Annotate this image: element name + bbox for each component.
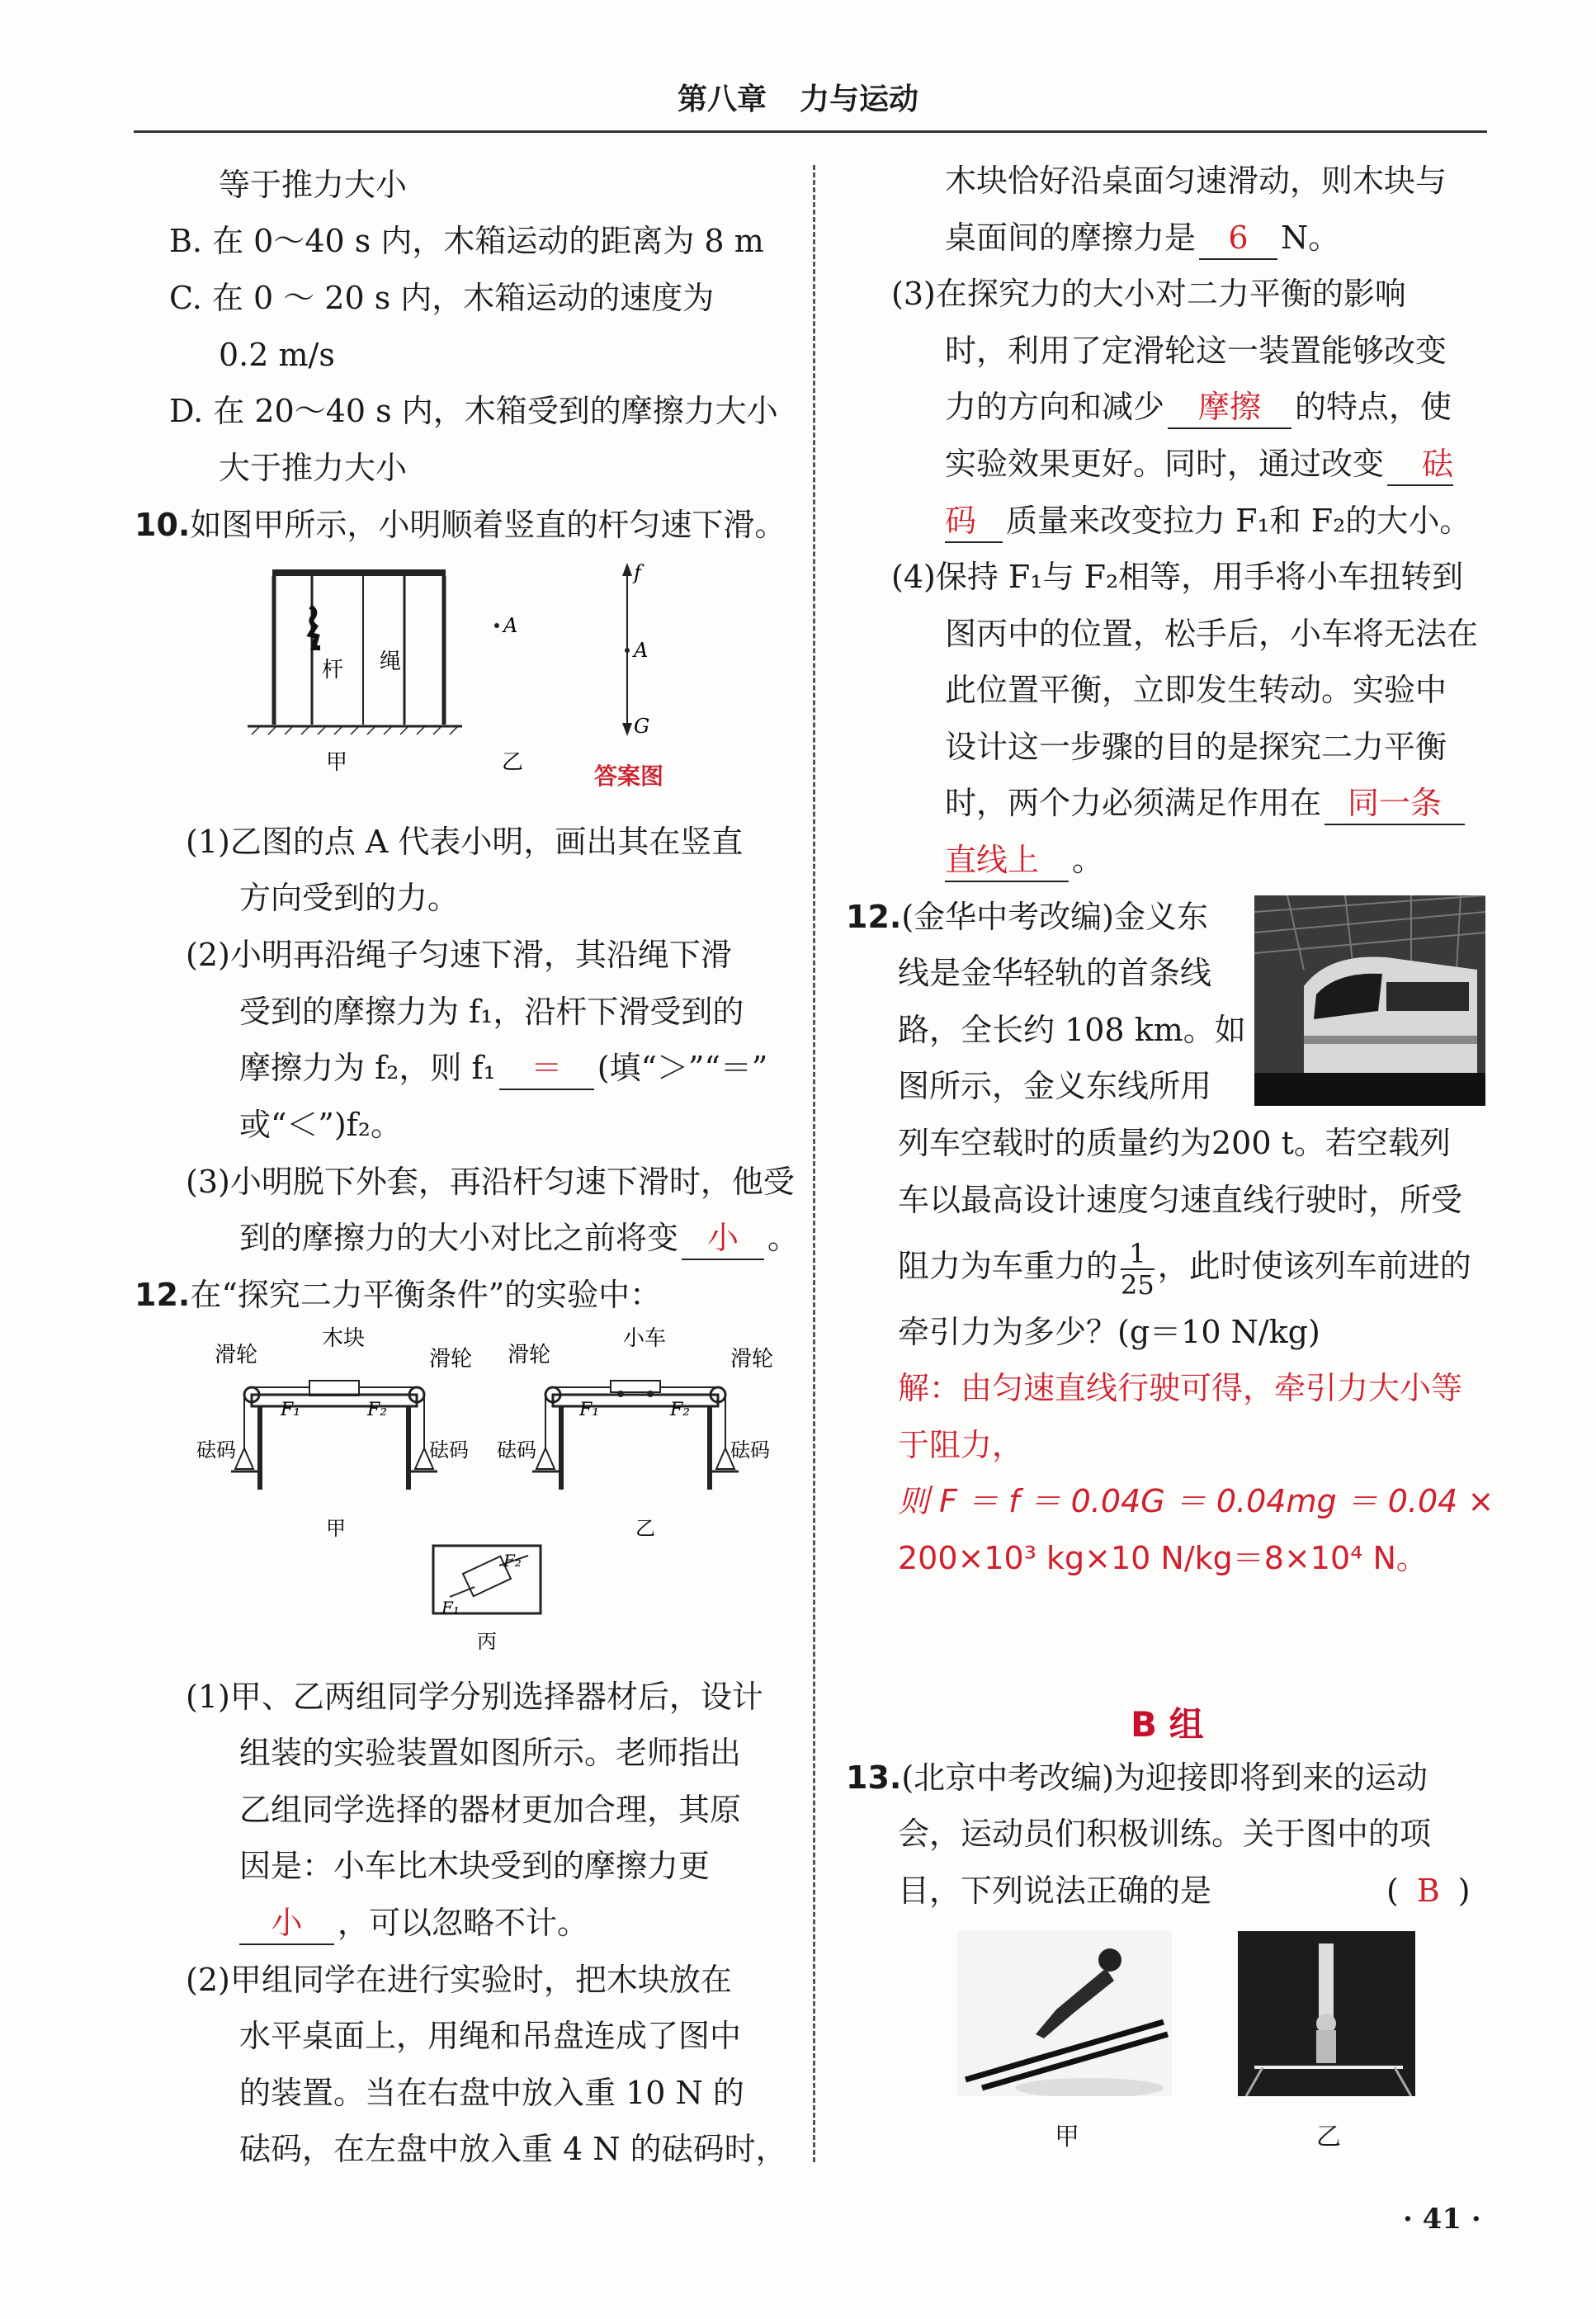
- answer-text: 摩擦: [1198, 389, 1262, 425]
- r-part4-line6: [945, 832, 1103, 889]
- answer-blank: [499, 1047, 594, 1090]
- question-13: [846, 1750, 1428, 1807]
- apparatus-jia: [231, 1381, 437, 1490]
- option-a-cont: 等于推力大小: [219, 167, 408, 203]
- text-segment: 时，两个力必须满足作用在: [945, 785, 1322, 821]
- fraction-numerator: 1: [1121, 1239, 1155, 1270]
- train-photo: [1254, 895, 1485, 1106]
- text-segment: 阻力为车重力的: [898, 1248, 1118, 1284]
- label-f1-jia: F₁: [281, 1400, 301, 1420]
- label-weight-l2: 砝码: [497, 1438, 536, 1462]
- r-part4-line5: [945, 775, 1468, 832]
- answer-blank: [682, 1217, 764, 1260]
- label-pulley-r1: 滑轮: [429, 1347, 473, 1372]
- text-segment: ，此时使该列车前进的: [1157, 1248, 1471, 1284]
- fraction: [1121, 1239, 1155, 1300]
- answer-text: 码: [945, 503, 977, 539]
- label-bing: 丙: [477, 1630, 497, 1653]
- point-a-label: A: [503, 614, 518, 637]
- q10-part1-cont: 方向受到的力。: [239, 880, 460, 916]
- question-text: (金华中考改编)金义东: [901, 899, 1208, 935]
- ski-jump-photo: [957, 1931, 1172, 2096]
- question-text: 如图甲所示，小明顺着竖直的杆匀速下滑。: [190, 507, 786, 543]
- q12-part1-line4: 因是：小车比木块受到的摩擦力更: [239, 1848, 711, 1884]
- label-weight-r1: 砝码: [429, 1438, 469, 1462]
- q10-part3-cont: [239, 1210, 799, 1267]
- paren-left: (: [1386, 1873, 1399, 1909]
- answer-text: 小: [271, 1905, 303, 1941]
- r-part3-line4: [945, 436, 1457, 493]
- q13-line3: 目，下列说法正确的是: [898, 1873, 1212, 1909]
- answer-blank: [239, 1902, 334, 1945]
- text-segment: 到的摩擦力的大小对比之前将变: [239, 1220, 679, 1256]
- label-yi: 乙: [635, 1517, 655, 1540]
- jumper-head: [1098, 1948, 1121, 1972]
- q12-part1-line3: 乙组同学选择的器材更加合理，其原: [239, 1792, 742, 1828]
- text-segment: 的特点，使: [1295, 389, 1452, 425]
- answer-text: 砝: [1422, 446, 1454, 482]
- q12b-line7: [898, 1238, 1471, 1300]
- label-f1-yi: F₁: [579, 1400, 600, 1420]
- q13-line2: 会，运动员们积极训练。关于图中的项: [898, 1816, 1432, 1852]
- text-segment: 桌面间的摩擦力是: [945, 220, 1197, 256]
- gymnast-arms: [1316, 2030, 1336, 2063]
- solution-line1: 解：由匀速直线行驶可得，牵引力大小等: [898, 1370, 1463, 1406]
- question-number: 12.: [846, 899, 902, 935]
- answer-fig-label: 答案图: [594, 763, 664, 790]
- text-segment: 摩擦力为 f₂，则 f₁: [239, 1050, 496, 1086]
- text-segment: 质量来改变拉力 F₁和 F₂的大小。: [1006, 503, 1471, 539]
- train-windows: [1386, 982, 1469, 1011]
- q12-part2-line2: 水平桌面上，用绳和吊盘连成了图中: [239, 2018, 742, 2054]
- q12-part1-line2: 组装的实验装置如图所示。老师指出: [239, 1735, 742, 1771]
- text-segment: 。: [767, 1220, 800, 1256]
- answer-point-dot: [625, 648, 630, 653]
- q12b-line4: 图所示，金义东线所用: [898, 1068, 1212, 1104]
- arrow-up: [622, 563, 632, 576]
- page-header: [0, 78, 1596, 120]
- question-12b: [846, 889, 1208, 946]
- question-text: (北京中考改编)为迎接即将到来的运动: [901, 1759, 1428, 1796]
- paren-right: ): [1457, 1873, 1471, 1909]
- solution-line2: 于阻力，: [898, 1427, 1024, 1463]
- q12b-line6: 车以最高设计速度匀速直线行驶时，所受: [898, 1182, 1463, 1218]
- q12-part2-line3: 的装置。当在右盘中放入重 10 N 的: [239, 2075, 744, 2111]
- q10-part3: (3)小明脱下外套，再沿杆匀速下滑时，他受: [186, 1164, 795, 1200]
- q12-part2: (2)甲组同学在进行实验时，把木块放在: [186, 1962, 732, 1998]
- apparatus-yi: [532, 1381, 739, 1490]
- label-weight-l1: 砝码: [196, 1438, 236, 1462]
- fraction-denominator: 25: [1121, 1268, 1155, 1301]
- gymnast-body: [1319, 1944, 1334, 2018]
- answer-text: B: [1416, 1873, 1440, 1909]
- question-text: 在“探究二力平衡条件”的实验中：: [190, 1277, 662, 1313]
- label-block: 木块: [322, 1326, 366, 1351]
- q13-answer: [1386, 1863, 1471, 1920]
- label-f1-bing: F₁: [441, 1598, 460, 1618]
- caption-jia: 甲: [1055, 2123, 1079, 2151]
- answer-text: 直线上: [945, 842, 1040, 878]
- answer-blank: [1199, 217, 1277, 260]
- text-segment: N。: [1281, 220, 1340, 256]
- gymnastics-photo: [1238, 1931, 1415, 2096]
- text-segment: (填“＞”“＝”: [597, 1050, 768, 1086]
- label-cart: 小车: [623, 1326, 667, 1351]
- q10-part1: (1)乙图的点 A 代表小明，画出其在竖直: [186, 824, 744, 860]
- question-number: 12.: [135, 1277, 191, 1313]
- fig-jia: 甲: [326, 750, 348, 775]
- solution-line4: 200×10³ kg×10 N/kg＝8×10⁴ N。: [898, 1540, 1428, 1576]
- r-part3-line2: 时，利用了定滑轮这一装置能够改变: [945, 333, 1447, 369]
- q12b-line3: 路，全长约 108 km。如: [898, 1012, 1246, 1048]
- q12-part1-line5: [239, 1895, 588, 1952]
- r-part4-line2: 图丙中的位置，松手后，小车将无法在: [945, 616, 1479, 652]
- text-segment: 。: [1072, 842, 1104, 878]
- text-segment: 实验效果更好。同时，通过改变: [945, 446, 1385, 482]
- answer-blank: [945, 500, 1003, 543]
- arrow-down: [622, 723, 632, 736]
- r-line2: [945, 210, 1339, 267]
- r-part4-line3: 此位置平衡，立即发生转动。实验中: [945, 672, 1447, 708]
- figure-10: [239, 553, 718, 792]
- option-d: D. 在 20～40 s 内，木箱受到的摩擦力大小: [169, 393, 778, 429]
- r-part4: (4)保持 F₁与 F₂相等，用手将小车扭转到: [891, 559, 1464, 595]
- option-c-cont: 0.2 m/s: [219, 337, 335, 373]
- q10-part2: (2)小明再沿绳子匀速下滑，其沿绳下滑: [186, 937, 732, 973]
- page-number: · 41 ·: [1403, 2203, 1481, 2236]
- answer-text: 小: [707, 1220, 739, 1256]
- text-segment: ，可以忽略不计。: [338, 1905, 589, 1941]
- rope-label: 绳: [380, 649, 402, 674]
- option-b: B. 在 0～40 s 内，木箱运动的距离为 8 m: [169, 223, 764, 259]
- answer-text: 6: [1228, 220, 1249, 256]
- q12b-line5: 列车空载时的质量约为200 t。若空载列: [898, 1125, 1451, 1161]
- label-pulley-r2: 滑轮: [730, 1347, 774, 1372]
- label-pulley-l1: 滑轮: [215, 1343, 258, 1367]
- r-part4-line4: 设计这一步骤的目的是探究二力平衡: [945, 729, 1447, 765]
- r-line1: 木块恰好沿桌面匀速滑动，则木块与: [945, 163, 1447, 199]
- label-f2-jia: F₂: [367, 1400, 388, 1420]
- label-jia: 甲: [326, 1517, 346, 1540]
- r-part3: (3)在探究力的大小对二力平衡的影响: [891, 276, 1406, 312]
- answer-blank: [1324, 782, 1465, 825]
- point-a-dot: [494, 623, 499, 628]
- figure-12: [190, 1325, 800, 1655]
- question-number: 13.: [846, 1759, 902, 1796]
- chapter-title: 力与运动: [800, 82, 919, 116]
- caption-yi: 乙: [1316, 2123, 1341, 2151]
- r-part3-line5: [945, 493, 1471, 550]
- label-weight-r2: 砝码: [730, 1438, 770, 1462]
- q10-part2-line3: [239, 1040, 767, 1097]
- force-g-label: G: [634, 715, 650, 738]
- frame-top-bar: [272, 569, 446, 576]
- column-divider: [813, 165, 815, 2162]
- q12b-line2: 线是金华轻轨的首条线: [898, 955, 1212, 991]
- q10-part2-line4: 或“＜”)f₂。: [239, 1107, 402, 1143]
- pole-label: 杆: [322, 658, 344, 682]
- label-pulley-l2: 滑轮: [508, 1343, 551, 1367]
- header-rule: [134, 130, 1487, 133]
- option-c: C. 在 0 ～ 20 s 内，木箱运动的速度为: [169, 280, 715, 316]
- train-stripe: [1304, 1036, 1477, 1044]
- solution-line3: 则 F ＝ f ＝ 0.04G ＝ 0.04mg ＝ 0.04 ×: [898, 1483, 1494, 1519]
- answer-blank: [1168, 386, 1291, 429]
- answer-blank: [945, 839, 1069, 882]
- q12b-line8: 牵引力为多少？(g＝10 N/kg): [898, 1314, 1320, 1350]
- answer-text: ＝: [531, 1050, 563, 1086]
- question-number: 10.: [135, 507, 191, 543]
- q12-part2-line4: 砝码，在左盘中放入重 4 N 的砝码时，: [239, 2131, 787, 2167]
- option-d-cont: 大于推力大小: [219, 450, 408, 486]
- answer-text: 同一条: [1348, 785, 1443, 821]
- question-12a: [135, 1267, 661, 1324]
- platform: [1254, 1073, 1485, 1106]
- question-10: [135, 497, 786, 554]
- text-segment: 力的方向和减少: [945, 389, 1165, 425]
- fig-yi: 乙: [502, 750, 524, 775]
- chapter-label: 第八章: [677, 82, 767, 116]
- q10-part2-cont: 受到的摩擦力为 f₁，沿杆下滑受到的: [239, 994, 744, 1030]
- force-f-label: f: [634, 561, 641, 584]
- label-f2-bing: F₂: [503, 1551, 522, 1570]
- r-part3-line3: [945, 379, 1452, 436]
- label-f2-yi: F₂: [670, 1400, 691, 1420]
- group-b-title: B 组: [1131, 1704, 1204, 1745]
- q12-part1: (1)甲、乙两组同学分别选择器材后，设计: [186, 1679, 763, 1715]
- answer-point-label: A: [634, 639, 649, 662]
- answer-blank: [1387, 443, 1453, 486]
